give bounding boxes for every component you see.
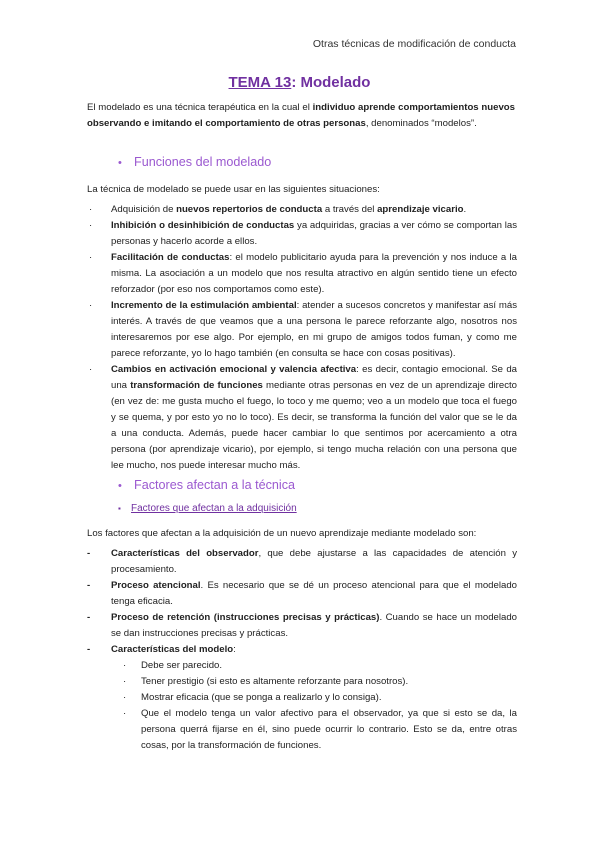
- section-bullet: •: [118, 157, 122, 169]
- sublist-text: Debe ser parecido.: [141, 660, 223, 671]
- sublist-item: [123, 658, 517, 674]
- text-run: Adquisición de: [111, 204, 177, 215]
- bold-text: aprendizaje vicario: [377, 204, 464, 215]
- list-marker: -: [87, 548, 91, 559]
- model-characteristics-sublist: [87, 658, 517, 754]
- page-header: Otras técnicas de modificación de conducta: [312, 38, 516, 50]
- text-run: .: [463, 204, 467, 215]
- sublist-item: [123, 706, 517, 754]
- list-item: [87, 202, 517, 218]
- subsection-link[interactable]: Factores que afectan a la adquisición: [131, 503, 297, 514]
- list-marker: ·: [89, 220, 93, 231]
- section-intro-text: La técnica de modelado se puede usar en las siguientes situaciones:: [87, 184, 380, 195]
- square-bullet-icon: ▪: [118, 503, 121, 513]
- list-marker: -: [87, 612, 91, 623]
- factors-list: [87, 546, 517, 754]
- bold-text: transformación de funciones: [130, 380, 263, 391]
- sublist-text: Mostrar eficacia (que se ponga a realizarlo y lo consiga).: [141, 692, 382, 703]
- list-item: [87, 642, 517, 658]
- text-run: a través del: [322, 204, 378, 215]
- text-run: : el modelo publicitario ayuda para la prevención y nos induce a la misma. La asociación a un modelo que nos resulta atractivo en algún sentido tiene un efecto reforzador (por eso nos comportamos como este).: [111, 252, 517, 295]
- subsection-heading: [118, 503, 297, 514]
- sublist-text: Que el modelo tenga un valor afectivo para el observador, ya que si esto se da, la persona querrá fijarse en él, sino puede ocurrir lo contrario. Esto se da, entre otras cosas, por la transformación de funciones.: [141, 708, 517, 751]
- text-run: mediante otras personas en vez de un aprendizaje directo (en vez de: me gusta mucho el fuego, lo toco y me quemo; veo a un modelo que toca el fuego y se quema, y por esto yo no lo toco). Es decir, se transforma la función del valor que se le da a una conducta. Además, puede hacer cambiar lo que sentimos por acercamiento a otra persona (por aprendizaje vicario), por ejemplo, si tengo mucha relación con una persona que lee mucho, nos puede interesar mucho más.: [111, 380, 518, 471]
- list-marker: ·: [89, 252, 93, 263]
- page-title: [0, 74, 599, 91]
- list-item: [87, 250, 517, 298]
- list-marker: ·: [89, 364, 93, 375]
- title-rest: : Modelado: [291, 74, 371, 91]
- bold-text: Proceso atencional: [111, 580, 201, 591]
- section-label: Factores afectan a la técnica: [134, 478, 296, 492]
- list-item: [87, 362, 517, 474]
- functions-list: [87, 202, 517, 474]
- bold-text: Inhibición o desinhibición de conductas: [111, 220, 295, 231]
- bold-text: Incremento de la estimulación ambiental: [111, 300, 297, 311]
- bold-text: Facilitación de conductas: [111, 252, 230, 263]
- text-run: :: [233, 644, 236, 655]
- section-heading-factores: [118, 478, 295, 492]
- text-run: . Cuando se hace un modelado se dan instrucciones precisas y prácticas.: [111, 612, 518, 639]
- list-item: [87, 578, 517, 610]
- list-item: [87, 610, 517, 642]
- section-label: Funciones del modelado: [134, 155, 272, 169]
- text-run: ya adquiridas, gracias a ver cómo se comportan las personas y hacerlo acorde a ellos.: [111, 220, 518, 247]
- text-run: : atender a sucesos concretos y manifestar así más interés. A través de que veamos que a una persona le parece reforzante algo, nosotros nos interesaremos por ese algo. Por ejemplo, en mi grupo de amigos todos fuman, y como me parece reforzante, yo lo hago también (en consulta se hace con cosas positivas).: [111, 300, 517, 359]
- bold-text: Cambios en activación emocional y valencia afectiva: [111, 364, 357, 375]
- bold-text: Proceso de retención (instrucciones precisas y prácticas): [111, 612, 380, 623]
- list-marker: -: [87, 644, 91, 655]
- list-marker: ·: [123, 676, 127, 687]
- section-intro-text: Los factores que afectan a la adquisición de un nuevo aprendizaje mediante modelado son:: [87, 528, 477, 539]
- intro-paragraph: [87, 100, 515, 132]
- text-run: . Es necesario que se dé un proceso atencional para que el modelado tenga eficacia.: [111, 580, 517, 607]
- bold-text: Características del modelo: [111, 644, 234, 655]
- list-marker: ·: [89, 300, 93, 311]
- title-tema: TEMA 13: [228, 74, 292, 91]
- text-run: , denominados “modelos”.: [365, 118, 477, 129]
- list-item: [87, 546, 517, 578]
- text-run: : es decir, contagio emocional. Se da una: [111, 364, 517, 391]
- text-run: El modelado es una técnica terapéutica en la cual el: [87, 102, 313, 113]
- list-marker: ·: [123, 708, 127, 719]
- sublist-item: [123, 674, 517, 690]
- sublist-item: [123, 690, 517, 706]
- bold-text: Características del observador: [111, 548, 259, 559]
- bold-text: individuo aprende comportamientos nuevos observando e imitando el comportamiento de otras personas: [87, 102, 516, 129]
- text-run: , que debe ajustarse a las capacidades de atención y procesamiento.: [111, 548, 517, 575]
- list-marker: -: [87, 580, 91, 591]
- section-heading-funciones: [118, 155, 271, 169]
- list-marker: ·: [123, 692, 127, 703]
- list-marker: ·: [123, 660, 127, 671]
- section-bullet: •: [118, 480, 122, 492]
- list-item: [87, 298, 517, 362]
- sublist-text: Tener prestigio (si esto es altamente reforzante para nosotros).: [141, 676, 409, 687]
- bold-text: nuevos repertorios de conducta: [176, 204, 323, 215]
- list-marker: ·: [89, 204, 93, 215]
- list-item: [87, 218, 517, 250]
